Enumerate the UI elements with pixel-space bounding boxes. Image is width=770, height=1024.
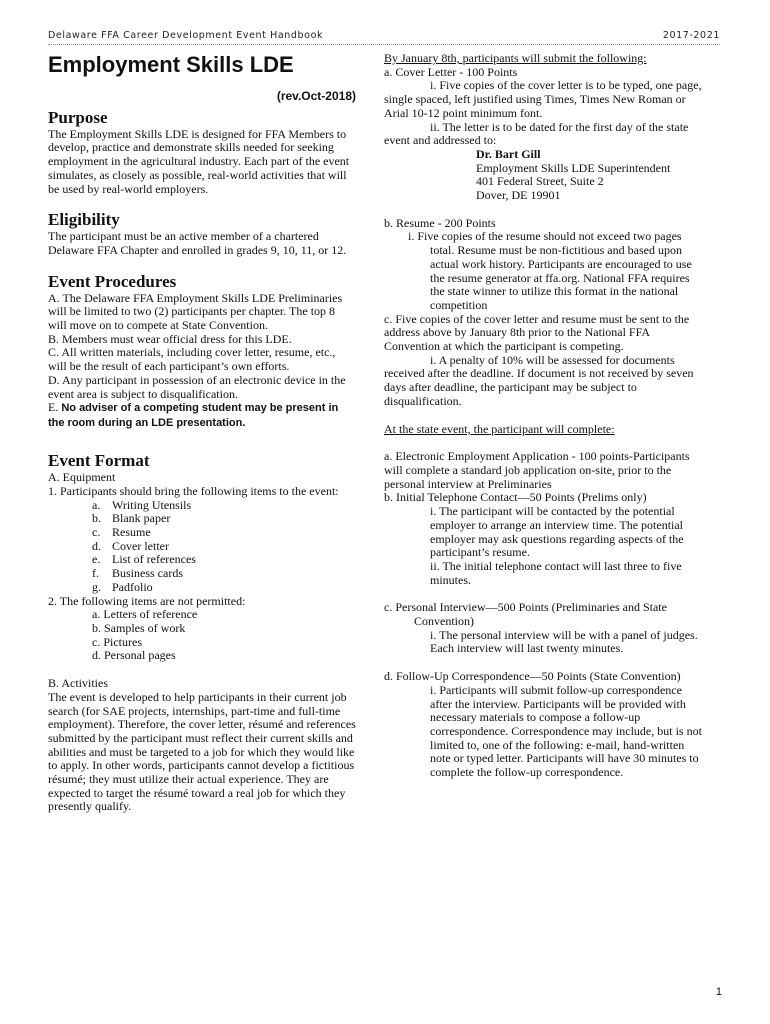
handbook-years: 2017-2021 bbox=[662, 30, 720, 41]
resume-item: b. Resume - 200 Points bbox=[384, 215, 496, 230]
telephone-i: i. The participant will be contacted by the potential employer to arrange an interview time. The potential employer may ask questions regarding aspects of the participant’s resume. bbox=[430, 504, 684, 560]
purpose-text: The Employment Skills LDE is designed for FFA Members to develop, practice and demonstrate skills needed for seeking employment in the agricultural industry. Each part of the event simulates, as closely as possible, real-world activities that will be used by real-world employers. bbox=[48, 126, 350, 196]
address-city: Dover, DE 19901 bbox=[476, 188, 561, 203]
application-item: a. Electronic Employment Application - 100 points-Participants will complete a standard job application on-site, prior to the personal interview at Preliminaries bbox=[384, 449, 690, 491]
interview-item: c. Personal Interview—500 Points (Preliminaries and State bbox=[384, 600, 667, 615]
procedures-heading: Event Procedures bbox=[48, 271, 177, 291]
not-permitted-intro: 2. The following items are not permitted: bbox=[48, 593, 246, 608]
interview-item-cont: Convention) bbox=[414, 614, 474, 629]
interview-i: i. The personal interview will be with a panel of judges. Each interview will last twenty minutes. bbox=[430, 627, 698, 656]
january-heading: By January 8th, participants will submit the following: bbox=[384, 51, 647, 65]
address-street: 401 Federal Street, Suite 2 bbox=[476, 174, 604, 189]
list-item: f. Business cards bbox=[92, 566, 183, 581]
list-item: b. Samples of work bbox=[92, 620, 186, 635]
list-item: g. Padfolio bbox=[92, 579, 153, 594]
list-item: c. Pictures bbox=[92, 634, 142, 649]
procedure-b: B. Members must wear official dress for this LDE. bbox=[48, 331, 292, 346]
procedure-e bbox=[48, 401, 356, 431]
address-title: Employment Skills LDE Superintendent bbox=[476, 160, 671, 175]
list-item: d. Personal pages bbox=[92, 648, 176, 663]
list-item: e. List of references bbox=[92, 552, 196, 567]
cover-letter-ii: ii. The letter is to be dated for the first day of the state event and addressed to: bbox=[384, 119, 689, 148]
telephone-item: b. Initial Telephone Contact—50 Points (Prelims only) bbox=[384, 490, 647, 505]
telephone-ii: ii. The initial telephone contact will last three to five minutes. bbox=[430, 558, 682, 587]
procedure-c: C. All written materials, including cover letter, resume, etc., will be the result of each participant’s own efforts. bbox=[48, 345, 336, 374]
list-item: d. Cover letter bbox=[92, 538, 169, 553]
handbook-title: Delaware FFA Career Development Event Handbook bbox=[48, 30, 324, 41]
page-number: 1 bbox=[715, 986, 722, 998]
format-heading: Event Format bbox=[48, 451, 150, 471]
not-permitted-list bbox=[48, 608, 356, 663]
state-event-heading: At the state event, the participant will complete: bbox=[384, 421, 615, 436]
cover-letter-item: a. Cover Letter - 100 Points bbox=[384, 64, 518, 79]
list-item: c. Resume bbox=[92, 525, 151, 540]
eligibility-text: The participant must be an active member of a chartered Delaware FFA Chapter and enrolled in grades 9, 10, 11, or 12. bbox=[48, 229, 347, 257]
page-header bbox=[48, 30, 720, 45]
list-item: a. Letters of reference bbox=[92, 607, 198, 622]
activities-heading: B. Activities bbox=[48, 676, 108, 691]
list-item: b. Blank paper bbox=[92, 511, 171, 526]
procedure-e-bold: No adviser of a competing student may be present in the room during an LDE presentation. bbox=[48, 402, 339, 430]
document-title: Employment Skills LDE bbox=[48, 52, 294, 77]
purpose-heading: Purpose bbox=[48, 107, 108, 127]
resume-i: i. Five copies of the resume should not exceed two pages total. Resume must be non-fictitious and based upon actual work history. Participants are encouraged to use the resume generator at ffa.org. National FFA requires the state winner to utilize this format in the national competition bbox=[408, 229, 692, 312]
followup-item: d. Follow-Up Correspondence—50 Points (State Convention) bbox=[384, 669, 681, 684]
resume-c: c. Five copies of the cover letter and resume must be sent to the address above by January 8th prior to the National FFA Convention at which the participant is competing. bbox=[384, 311, 690, 354]
eligibility-heading: Eligibility bbox=[48, 210, 120, 230]
cover-letter-i: i. Five copies of the cover letter is to be typed, one page, single spaced, left justified using Times, Times New Roman or Arial 10-12 point minimum font. bbox=[384, 78, 702, 120]
penalty-text: i. A penalty of 10% will be assessed for documents received after the deadline. If document is not received by seven days after deadline, the participant may be subject to disqualification. bbox=[384, 352, 694, 408]
revision-label: (rev.Oct-2018) bbox=[276, 89, 356, 103]
followup-i: i. Participants will submit follow-up correspondence after the interview. Participants will be provided with necessary materials to compose a follow-up correspondence. Correspondence may include, but is not limited to, one of the following: e-mail, hand-written note or typed letter. Participants will have 30 minutes to complete the follow-up correspondence. bbox=[430, 682, 702, 780]
address-block bbox=[384, 148, 702, 203]
right-column bbox=[384, 52, 702, 780]
list-item: a. Writing Utensils bbox=[92, 497, 192, 512]
procedure-a: A. The Delaware FFA Employment Skills LDE Preliminaries will be limited to two (2) participants per chapter. The top 8 will move on to compete at State Convention. bbox=[48, 290, 343, 333]
procedure-e-prefix: E. bbox=[48, 400, 62, 415]
activities-text: The event is developed to help participants in their current job search (for SAE projects, internships, part-time and full-time employment). Therefore, the cover letter, résumé and references submitted by the participant must reflect their current skills and abilities and must be targeted to a job for which they would like to apply. In other words, participants cannot develop a fictitious résumé; they must utilize their actual experience. They are expected to target the résumé toward a real job for which they presently qualify. bbox=[48, 689, 356, 814]
bring-list bbox=[48, 499, 356, 595]
address-name: Dr. Bart Gill bbox=[476, 146, 541, 161]
equipment-heading: A. Equipment bbox=[48, 470, 116, 485]
bring-intro: 1. Participants should bring the following items to the event: bbox=[48, 483, 339, 498]
left-column bbox=[48, 52, 356, 814]
procedure-d: D. Any participant in possession of an electronic device in the event area is subject to disqualification. bbox=[48, 372, 346, 401]
